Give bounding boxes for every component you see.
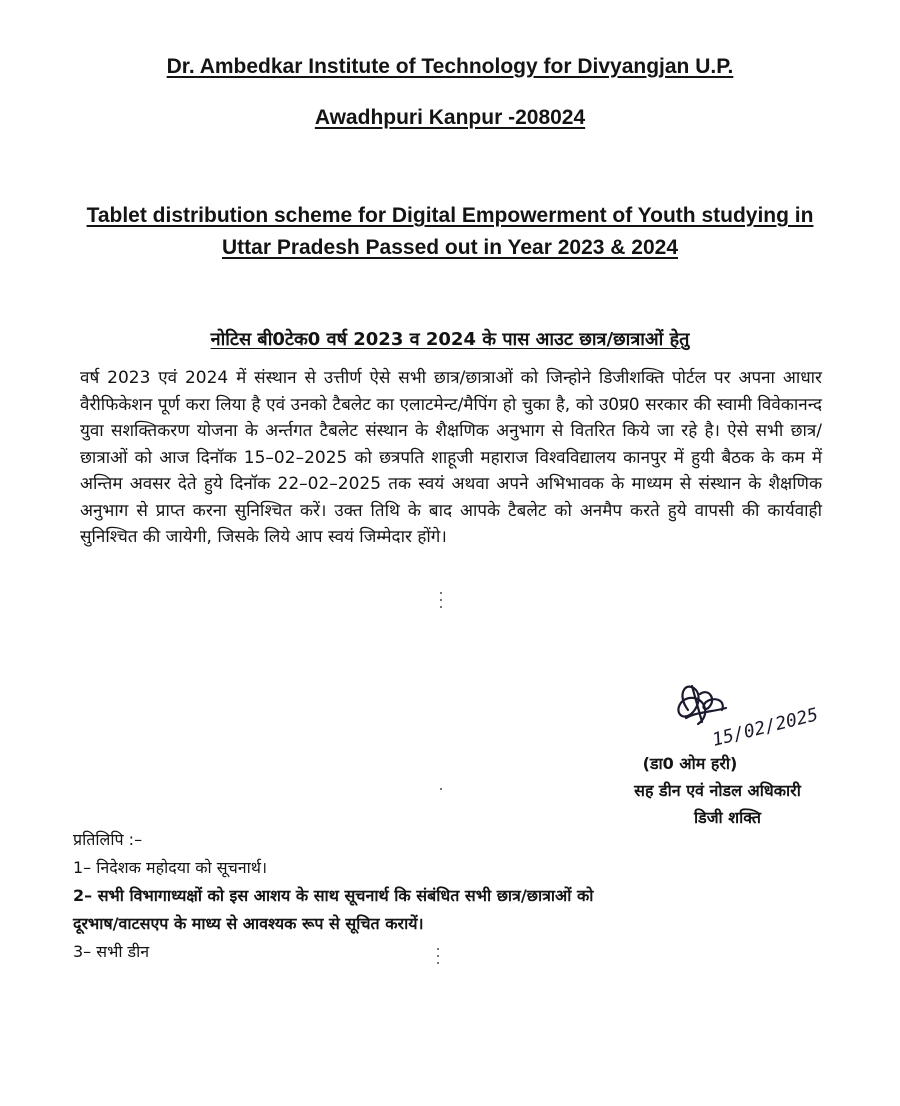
institute-name-text: Dr. Ambedkar Institute of Technology for Divyangjan U.P. bbox=[166, 55, 734, 78]
copy-to-item: 2– सभी विभागाध्यक्षों को इस आशय के साथ सूचनार्थ कि संबंधित सभी छात्र/छात्राओं को bbox=[73, 886, 594, 905]
scan-artifact-dot bbox=[440, 788, 443, 795]
scan-artifact-dots bbox=[437, 948, 440, 969]
institute-name bbox=[0, 55, 900, 79]
notice-body: वर्ष 2023 एवं 2024 में संस्थान से उत्तीर्ण ऐसे सभी छात्र/छात्राओं को जिन्होने डिजीशक्ति पोर्टल पर अपना आधार वैरीफिकेशन पूर्ण करा लिया है एवं उनको टैबलेट का एलाटमेन्ट/मैपिंग हो चुका है, को उ0प्र0 सरकार की स्वामी विवेकानन्द युवा सशक्तिकरण योजना के अर्न्तगत टैबलेट संस्थान के शैक्षणिक अनुभाग से वितरित किये जा रहे है। ऐसे सभी छात्र/छात्राओं को आज दिनॉक 15–02–2025 को छत्रपति शाहूजी महाराज विश्वविद्यालय कानपुर में हुयी बैठक के कम में अन्तिम अवसर देते हुये दिनॉक 22–02–2025 तक स्वयं अथवा अपने अभिभावक के माध्यम से संस्थान के शैक्षणिक अनुभाग से प्राप्त करना सुनिश्चित करें। उक्त तिथि के बाद आपके टैबलेट को अनमैप करते हुये वापसी की कार्यवाही सुनिश्चित की जायेगी, जिसके लिये आप स्वयं जिम्मेदार होंगे। bbox=[80, 368, 822, 547]
copy-to-section bbox=[73, 826, 773, 966]
scheme-title bbox=[0, 200, 900, 264]
institute-address-text: Awadhpuri Kanpur -208024 bbox=[314, 106, 586, 129]
copy-to-item: 3– सभी डीन bbox=[73, 942, 150, 961]
copy-to-item: दूरभाष/वाटसएप के माध्य से आवश्यक रूप से सूचित करायें। bbox=[73, 914, 424, 933]
signature-date: 15/02/2025 bbox=[710, 704, 821, 751]
signatory-designation: सह डीन एवं नोडल अधिकारी bbox=[634, 781, 801, 800]
institute-address bbox=[0, 106, 900, 130]
signatory-block bbox=[560, 750, 860, 831]
copy-to-heading: प्रतिलिपि :– bbox=[73, 830, 143, 849]
signatory-department: डिजी शक्ति bbox=[693, 808, 761, 827]
notice-title bbox=[0, 327, 900, 351]
scheme-title-line-2: Uttar Pradesh Passed out in Year 2023 & 2024 bbox=[221, 236, 678, 259]
signatory-name: (डा0 ओम हरी) bbox=[642, 754, 738, 773]
copy-to-item: 1– निदेशक महोदया को सूचनार्थ। bbox=[73, 858, 268, 877]
scheme-title-line-1: Tablet distribution scheme for Digital Empowerment of Youth studying in bbox=[86, 204, 814, 227]
handwritten-signature bbox=[666, 672, 846, 752]
scan-artifact-dots bbox=[440, 592, 443, 613]
notice-title-text: नोटिस बी0टेक0 वर्ष 2023 व 2024 के पास आउट छात्र/छात्राओं हेतु bbox=[210, 329, 690, 350]
